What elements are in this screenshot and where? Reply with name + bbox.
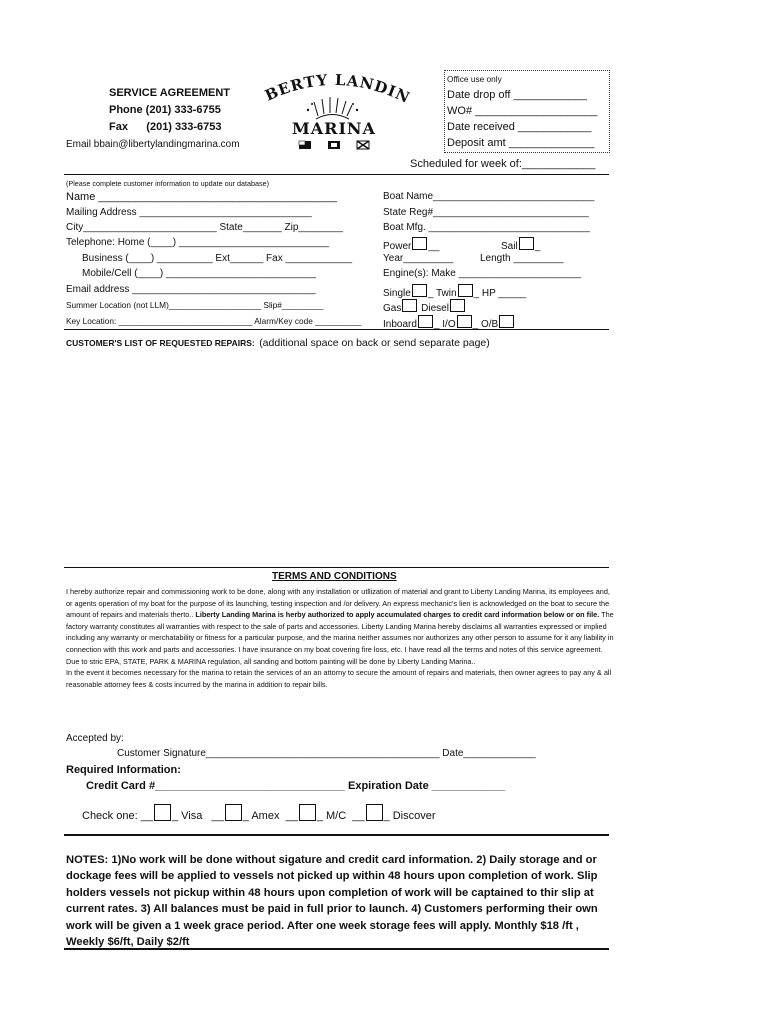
customer-signature-field[interactable]: Customer Signature__________________________________________ Date_____________: [117, 748, 536, 759]
hp-field[interactable]: HP _____: [481, 288, 527, 299]
terms-paragraph-2: In the event it becomes necessary for the marina to retain the services of an an attorny to secure the amount of repairs and materials, then owner agrees to pay any & all reasonable attorney fees & costs incurred by the marina in addition to repair bills.: [66, 668, 612, 689]
repairs-divider: [64, 567, 609, 568]
deposit-amount-field[interactable]: Deposit amt ______________: [447, 137, 595, 149]
svg-text:LIBERTY LANDING: [258, 72, 410, 107]
io-checkbox[interactable]: [457, 315, 472, 328]
city-state-zip-field[interactable]: City________________________ State_______ Zip________: [66, 222, 343, 233]
sail-option: Sail _: [501, 237, 540, 252]
repairs-heading: CUSTOMER'S LIST OF REQUESTED REPAIRS:: [66, 338, 255, 348]
boat-name-field[interactable]: Boat Name_____________________________: [383, 191, 595, 202]
single-label: Single: [383, 288, 411, 299]
email-address: Email bbain@libertylandingmarina.com: [66, 139, 240, 150]
fax-number: Fax (201) 333-6753: [109, 121, 222, 133]
power-option: Power __: [383, 237, 439, 252]
logo-arc-text: BERTY LANDI: [262, 72, 400, 105]
expiration-date-field[interactable]: Expiration Date ____________: [348, 780, 506, 792]
gas-checkbox[interactable]: [402, 299, 417, 312]
io-label: I/O: [442, 319, 456, 330]
home-telephone-field[interactable]: Telephone: Home (____) ___________________________: [66, 237, 330, 248]
repairs-list-area[interactable]: [66, 348, 609, 564]
summer-location-field[interactable]: Summer Location (not LLM)____________________ Slip#_________: [66, 300, 324, 310]
footer-divider: [64, 948, 609, 950]
visa-checkbox[interactable]: [154, 804, 171, 821]
notes-text: NOTES: 1)No work will be done without sigature and credit card information. 2) Daily storage and or dockage fees will be applied to vessels not picked up within 48 hours upon completion of work. Slip holders vessels not pickup within 48 hours upon completion of work will be captained to thir slip at current rates. 3) All balances must be paid in full prior to launch. 4) Customers performing their own work will be given a 1 week grace period. After one week storage fees will apply. Monthly $18 /ft , Weekly $6/ft, Daily $2/ft: [66, 854, 598, 949]
amex-checkbox[interactable]: [225, 804, 242, 821]
customer-name-field[interactable]: Name _______________________________________: [66, 191, 337, 203]
boat-mfg-field[interactable]: Boat Mfg. _____________________________: [383, 222, 590, 233]
date-received-field[interactable]: Date received ____________: [447, 121, 592, 133]
credit-card-field[interactable]: Credit Card #_______________________________: [86, 780, 345, 792]
wo-number-field[interactable]: WO# ____________________: [447, 105, 598, 117]
customer-info-note: (Please complete customer information to update our database): [66, 179, 269, 188]
logo-word: MARINA: [292, 119, 376, 138]
key-location-field[interactable]: Key Location: _____________________________ Alarm/Key code __________: [66, 316, 362, 326]
customer-divider: [64, 329, 609, 330]
form-title: SERVICE AGREEMENT: [109, 87, 231, 99]
accepted-by-label: Accepted by:: [66, 733, 124, 744]
office-use-heading: Office use only: [447, 74, 502, 84]
terms-text-bold: Liberty Landing Marina is herby authorized to apply accumulated charges to credit card information below or on file.: [195, 610, 600, 620]
terms-text-c: The factory warranty constitutes all warranties with respect to the sale of parts and accessories. Liberty Landing Marina hereby disclaims all warranties expressed or implied including any warranty or merchatability or fitness for a particular purpose, and the marina neither assumes nor authorizes any other person to assume for it any liability in connection with this work and parts and accessories. I have insurance on my boat covering fire loss, etc. I have read all the terms and notes of this service agreement. Due to stric EPA, STATE, PARK & MARINA regulation, all sanding and bottom painting will be done by Liberty Landing Marina..: [66, 610, 614, 666]
nautical-flags-icon: [299, 141, 369, 149]
logo-graphic: [258, 72, 410, 154]
inboard-checkbox[interactable]: [418, 315, 433, 328]
gas-label: Gas: [383, 303, 402, 314]
length-field[interactable]: Length _________: [480, 253, 564, 264]
mobile-telephone-field[interactable]: Mobile/Cell (____) ___________________________: [82, 268, 317, 279]
state-reg-field[interactable]: State Reg#____________________________: [383, 207, 589, 218]
ob-label: O/B: [480, 319, 499, 330]
amex-label: Amex: [251, 810, 280, 822]
mc-checkbox[interactable]: [299, 804, 316, 821]
repairs-note: (additional space on back or send separate page): [259, 337, 490, 349]
sail-label: Sail: [501, 241, 518, 252]
engine-make-field[interactable]: Engine(s): Make ______________________: [383, 268, 581, 279]
terms-paragraph-1: [66, 586, 614, 667]
drive-type-row: Inboard _ I/O _ O/B: [383, 315, 515, 330]
liberty-landing-logo: [258, 72, 410, 154]
card-type-row: Check one: __ _ Visa __ _ Amex __ _ M/C __ _ Discover: [82, 804, 436, 822]
power-label: Power: [383, 241, 412, 252]
twin-label: Twin: [435, 288, 457, 299]
terms-body: [66, 586, 614, 690]
terms-heading: TERMS AND CONDITIONS: [272, 571, 397, 582]
check-one-label: Check one:: [82, 810, 138, 822]
ob-checkbox[interactable]: [499, 315, 514, 328]
diesel-checkbox[interactable]: [450, 299, 465, 312]
visa-label: Visa: [181, 810, 203, 822]
required-info-label: Required Information:: [66, 764, 181, 776]
scheduled-week-field[interactable]: Scheduled for week of:____________: [410, 158, 596, 170]
statue-crown-icon: [314, 97, 352, 119]
terms-text-a: I hereby authorize repair and commissioning work to be done, along with any installation or utllization of material and grant to Liberty Landing Marina, its employees and, or agents operation of my boat for the purpose of its launching, testing inspection and /or delivery. An express mechanic's lien is acknowledged on the boat to secure the amount of repairs and materials therto..: [66, 587, 610, 620]
fuel-type-row: [383, 299, 466, 314]
year-field[interactable]: Year_________: [383, 253, 454, 264]
business-telephone-field[interactable]: Business (____) __________ Ext______ Fax ____________: [82, 253, 353, 264]
mailing-address-field[interactable]: Mailing Address _______________________________: [66, 207, 312, 218]
inboard-label: Inboard: [383, 319, 417, 330]
mc-label: M/C: [326, 810, 347, 822]
power-checkbox[interactable]: [412, 237, 427, 250]
single-checkbox[interactable]: [412, 284, 427, 297]
discover-checkbox[interactable]: [366, 804, 383, 821]
email-address-field[interactable]: Email address _________________________________: [66, 284, 316, 295]
payment-divider: [64, 834, 609, 836]
date-drop-off-field[interactable]: Date drop off ____________: [447, 89, 587, 101]
diesel-label: Diesel: [421, 303, 449, 314]
twin-checkbox[interactable]: [458, 284, 473, 297]
discover-label: Discover: [392, 810, 436, 822]
phone-number: Phone (201) 333-6755: [109, 104, 221, 116]
sail-checkbox[interactable]: [519, 237, 534, 250]
header-divider: [64, 174, 609, 175]
engine-count-row: Single _ Twin _ HP _____: [383, 284, 526, 299]
